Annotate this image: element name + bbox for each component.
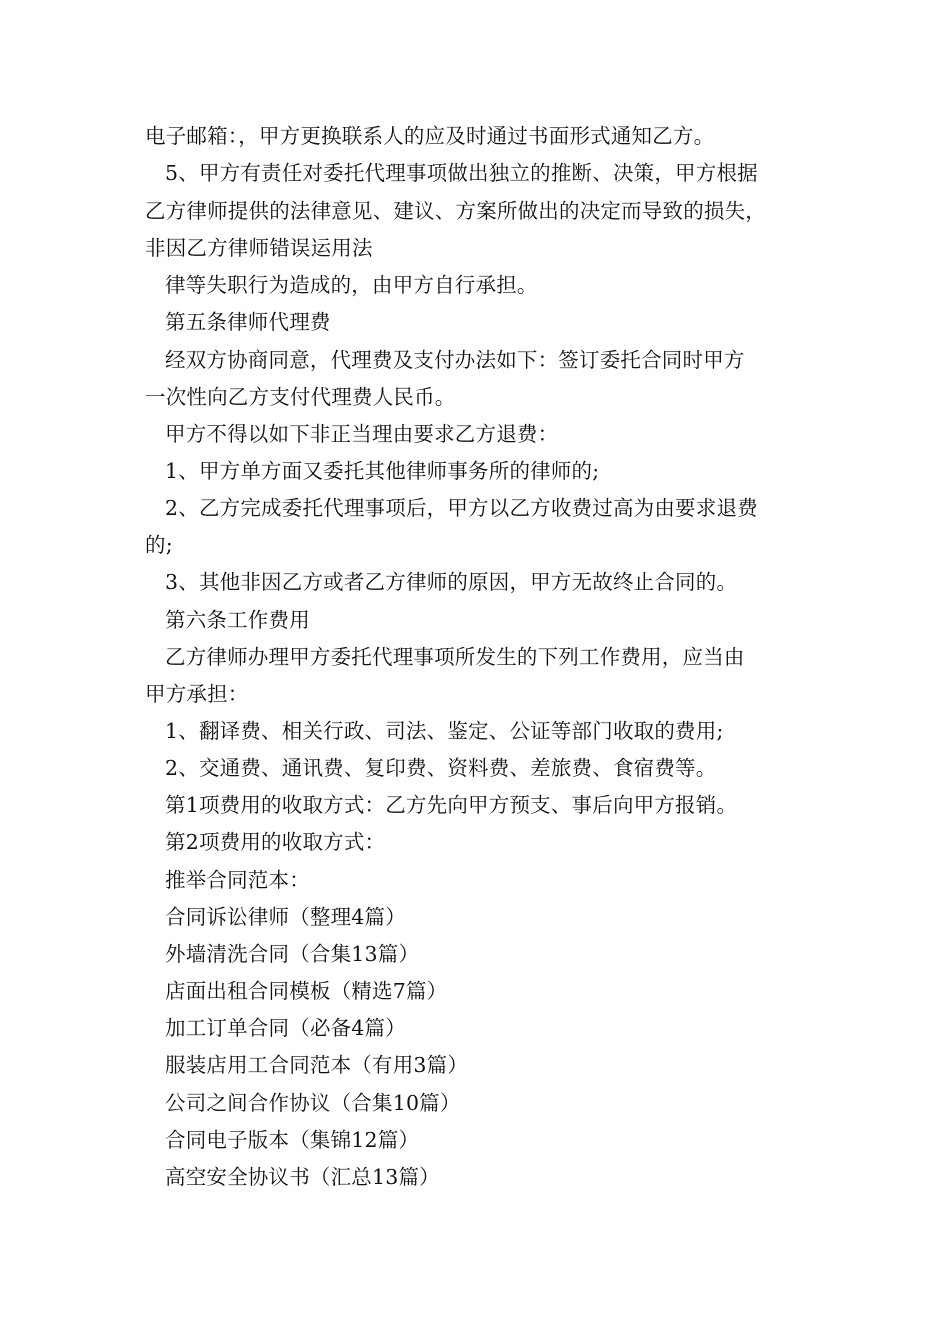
list-item: 2、乙方完成委托代理事项后，甲方以乙方收费过高为由要求退费 [165,496,758,520]
text-line: 推举合同范本： [165,868,310,892]
text-line: 律等失职行为造成的，由甲方自行承担。 [165,273,538,297]
text-line: 第1项费用的收取方式：乙方先向甲方预支、事后向甲方报销。 [165,793,738,817]
list-item: 1、翻译费、相关行政、司法、鉴定、公证等部门收取的费用; [165,719,724,743]
list-item: 3、其他非因乙方或者乙方律师的原因，甲方无故终止合同的。 [165,570,738,594]
recommended-link[interactable]: 合同电子版本（集锦12篇） [165,1128,420,1152]
text-line: 第2项费用的收取方式： [165,830,386,854]
recommended-link[interactable]: 服装店用工合同范本（有用3篇） [165,1053,469,1077]
text-line: 非因乙方律师错误运用法 [145,236,373,260]
recommended-link[interactable]: 外墙清洗合同（合集13篇） [165,942,420,966]
recommended-link[interactable]: 高空安全协议书（汇总13篇） [165,1165,440,1189]
text-line: 乙方律师办理甲方委托代理事项所发生的下列工作费用，应当由 [165,645,745,669]
list-item: 2、交通费、通讯费、复印费、资料费、差旅费、食宿费等。 [165,756,717,780]
text-line: 5、甲方有责任对委托代理事项做出独立的推断、决策，甲方根据 [165,161,758,185]
section-heading: 第六条工作费用 [165,608,310,632]
section-heading: 第五条律师代理费 [165,310,331,334]
text-line: 甲方承担： [145,682,249,706]
recommended-link[interactable]: 加工订单合同（必备4篇） [165,1016,406,1040]
text-line: 一次性向乙方支付代理费人民币。 [145,385,456,409]
text-line: 乙方律师提供的法律意见、建议、方案所做出的决定而导致的损失， [145,199,766,223]
text-line: 甲方不得以如下非正当理由要求乙方退费： [165,422,559,446]
recommended-link[interactable]: 公司之间合作协议（合集10篇） [165,1091,461,1115]
text-line: 经双方协商同意，代理费及支付办法如下：签订委托合同时甲方 [165,348,745,372]
recommended-link[interactable]: 合同诉讼律师（整理4篇） [165,905,406,929]
recommended-link[interactable]: 店面出租合同模板（精选7篇） [165,979,448,1003]
text-line: 电子邮箱：，甲方更换联系人的应及时通过书面形式通知乙方。 [145,124,715,148]
text-line: 的; [145,533,173,557]
list-item: 1、甲方单方面又委托其他律师事务所的律师的; [165,459,600,483]
